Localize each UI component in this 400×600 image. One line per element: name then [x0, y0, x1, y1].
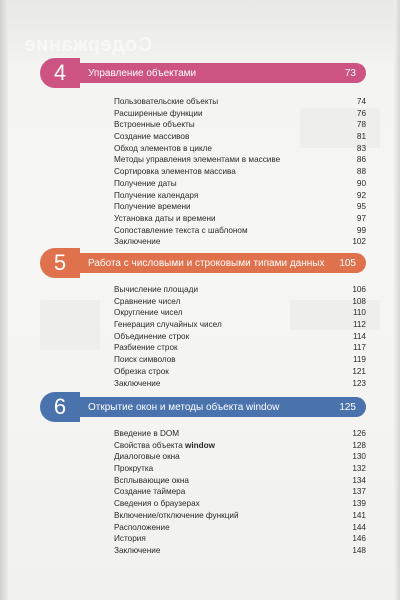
toc-entry[interactable]: Создание таймера 137 [114, 487, 366, 497]
page-edge [394, 0, 400, 600]
chapter-title-bar [78, 63, 366, 83]
toc-entry[interactable]: Диалоговые окна 130 [114, 452, 366, 462]
toc-entry[interactable]: Генерация случайных чисел 112 [114, 320, 366, 330]
toc-entry[interactable]: Сведения о браузерах 139 [114, 499, 366, 509]
chapter-number: 5 [40, 248, 80, 278]
toc-entry[interactable]: Расширенные функции 76 [114, 108, 366, 118]
chapter-title-bar [78, 397, 366, 417]
toc-entry[interactable]: Всплывающие окна 134 [114, 475, 366, 485]
toc-entry[interactable]: История 146 [114, 534, 366, 544]
toc-entry[interactable]: Встроенные объекты 78 [114, 120, 366, 130]
chapter-number: 4 [40, 58, 80, 88]
toc-entry[interactable]: Заключение 102 [114, 237, 366, 247]
toc-entry[interactable]: Получение календаря 92 [114, 190, 366, 200]
chapter-header[interactable] [40, 248, 366, 278]
toc-entry[interactable]: Прокрутка 132 [114, 464, 366, 474]
toc-entry[interactable]: Расположение 144 [114, 522, 366, 532]
chapter-title: Открытие окон и методы объекта window [88, 401, 280, 413]
bleed-through-title: Содержание [24, 34, 153, 56]
toc-entry[interactable]: Округление чисел 110 [114, 308, 366, 318]
toc-entry[interactable]: Заключение 148 [114, 545, 366, 555]
bleed-through-block [40, 300, 100, 350]
toc-entry[interactable]: Поиск символов 119 [114, 355, 366, 365]
toc-entry[interactable]: Обрезка строк 121 [114, 366, 366, 376]
toc-entry[interactable]: Методы управления элементами в массиве 86 [114, 155, 366, 165]
toc-entry[interactable]: Вычисление площади 106 [114, 285, 366, 294]
code-keyword: window [185, 440, 216, 450]
chapter-title: Управление объектами [88, 67, 197, 79]
chapter-entries [114, 428, 366, 557]
toc-entry[interactable]: Сравнение чисел 108 [114, 296, 366, 306]
toc-entry[interactable]: Объединение строк 114 [114, 331, 366, 341]
chapter-entries [114, 284, 366, 389]
toc-entry[interactable]: Свойства объекта window 128 [114, 440, 366, 450]
toc-entry[interactable]: Включение/отключение функций 141 [114, 510, 366, 520]
chapter-number: 6 [40, 392, 80, 422]
toc-entry[interactable]: Получение даты 90 [114, 178, 366, 188]
chapter-title-bar [78, 253, 366, 273]
toc-entry[interactable]: Сопоставление текста с шаблоном 99 [114, 225, 366, 235]
chapter-page-number: 125 [339, 401, 356, 413]
chapter-page-number: 73 [344, 67, 356, 79]
chapter-header[interactable] [40, 392, 366, 422]
toc-entry[interactable]: Получение времени 95 [114, 202, 366, 212]
toc-entry[interactable]: Разбиение строк 117 [114, 343, 366, 353]
chapter-entries [114, 96, 366, 248]
chapter-header[interactable] [40, 58, 366, 88]
page-gutter [0, 0, 8, 600]
toc-entry[interactable]: Сортировка элементов массива 88 [114, 167, 366, 177]
toc-entry[interactable]: Создание массивов 81 [114, 132, 366, 142]
toc-entry[interactable]: Установка даты и времени 97 [114, 213, 366, 223]
toc-entry[interactable]: Заключение 123 [114, 378, 366, 388]
chapter-page-number: 105 [339, 257, 356, 269]
toc-entry[interactable]: Введение в DOM 126 [114, 429, 366, 438]
toc-entry[interactable]: Пользовательские объекты 74 [114, 97, 366, 106]
toc-entry[interactable]: Обход элементов в цикле 83 [114, 143, 366, 153]
chapter-title: Работа с числовыми и строковыми типами данных [88, 257, 325, 269]
